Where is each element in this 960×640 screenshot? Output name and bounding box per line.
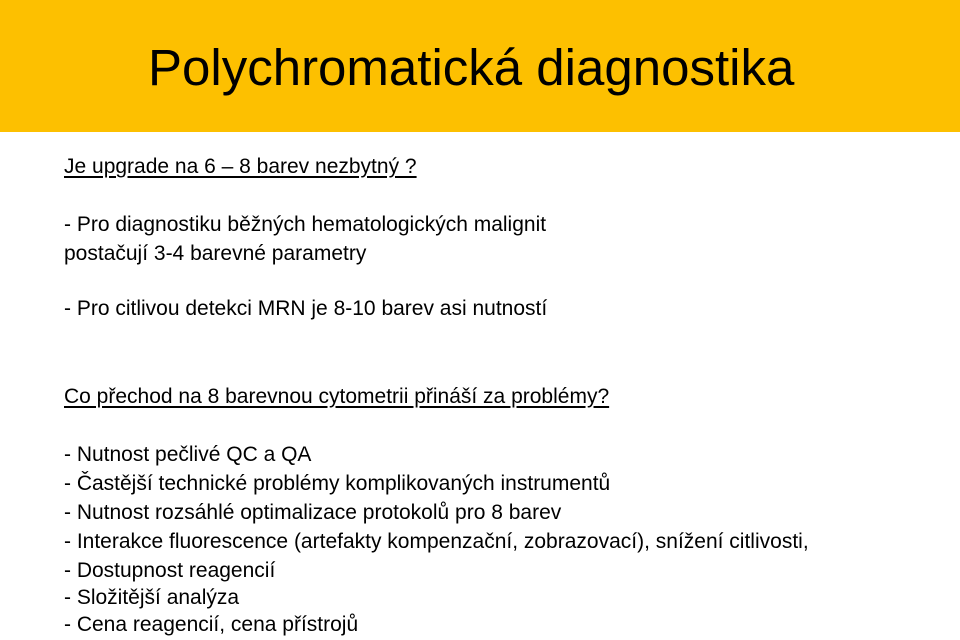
section2-point-2: - Častější technické problémy komplikovaných instrumentů (64, 472, 611, 495)
section2-point-7: - Cena reagencií, cena přístrojů (64, 613, 359, 636)
section1-point-1: - Pro diagnostiku běžných hematologických malignit (64, 213, 547, 236)
section2-point-3: - Nutnost rozsáhlé optimalizace protokolů pro 8 barev (64, 501, 562, 524)
section2-point-1: - Nutnost pečlivé QC a QA (64, 443, 312, 466)
section1-point-1-continued: postačují 3-4 barevné parametry (64, 242, 367, 265)
section2-point-4: - Interakce fluorescence (artefakty kompenzační, zobrazovací), snížení citlivosti, (64, 530, 809, 553)
section2-heading: Co přechod na 8 barevnou cytometrii přináší za problémy? (64, 385, 610, 408)
section2-point-6: - Složitější analýza (64, 586, 240, 609)
section1-heading: Je upgrade na 6 – 8 barev nezbytný ? (64, 155, 417, 178)
section1-point-2: - Pro citlivou detekci MRN je 8-10 barev asi nutností (64, 297, 548, 320)
slide-title: Polychromatická diagnostika (148, 39, 795, 96)
section2-point-5: - Dostupnost reagencií (64, 559, 276, 582)
